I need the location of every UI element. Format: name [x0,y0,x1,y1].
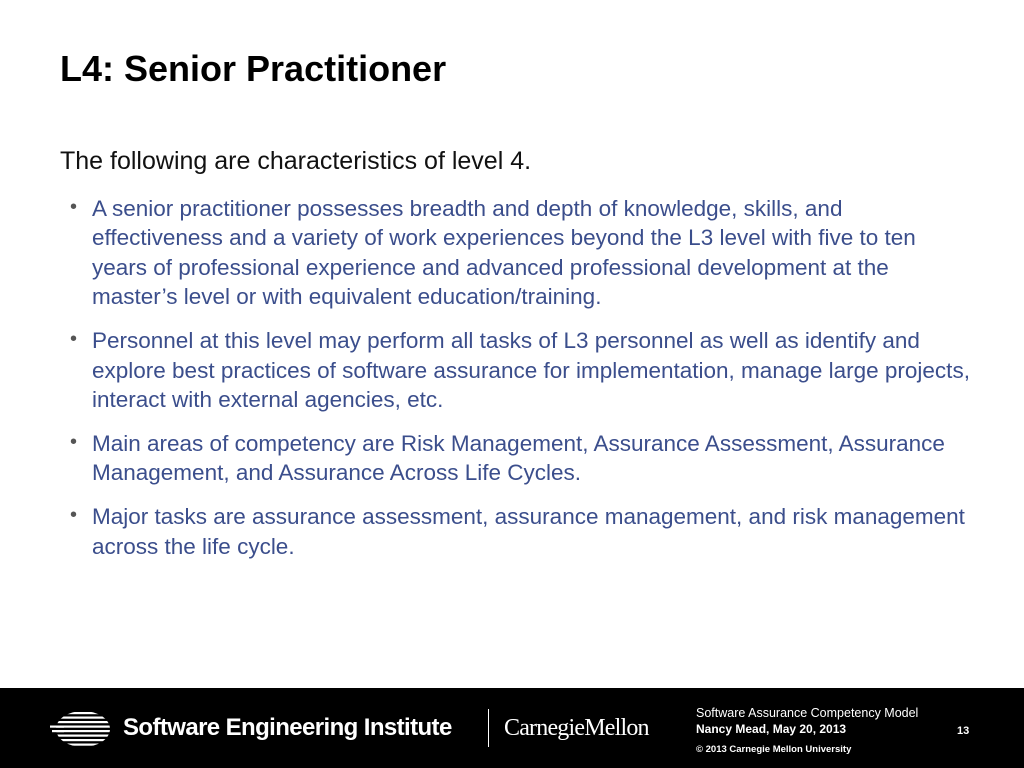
document-title: Software Assurance Competency Model [696,706,919,720]
bullet-dot: • [70,328,78,351]
slide-intro: The following are characteristics of level 4. [60,147,532,175]
sei-striped-globe-icon [50,710,112,748]
author-date: Nancy Mead, May 20, 2013 [696,722,847,736]
bullet-item [70,194,970,312]
footer-bar [0,688,1024,768]
bullet-text: Personnel at this level may perform all tasks of L3 personnel as well as identify and explore best practices of software assurance for implementation, manage large projects, interact with external agencies, etc. [92,328,970,412]
bullet-dot: • [70,430,78,453]
logo-divider [488,709,489,747]
bullet-item [70,502,970,561]
page-number: 13 [957,725,970,737]
cmu-wordmark: CarnegieMellon [504,715,649,741]
bullet-text: Major tasks are assurance assessment, assurance management, and risk management across the life cycle. [92,504,965,559]
bullet-dot: • [70,504,78,527]
bullet-text: A senior practitioner possesses breadth and depth of knowledge, skills, and effectiveness and a variety of work experiences beyond the L3 level with five to ten years of professional experience and advanced professional development at the master’s level or with equivalent education/training. [92,196,916,310]
bullet-item [70,429,970,488]
bullet-text: Main areas of competency are Risk Management, Assurance Assessment, Assurance Management, and Assurance Across Life Cycles. [92,430,945,486]
bullet-item [70,326,970,414]
footer-info [696,705,918,757]
sei-wordmark: Software Engineering Institute [123,714,452,741]
bullet-dot: • [70,196,78,218]
bullet-list [70,194,970,575]
copyright-notice: © 2013 Carnegie Mellon University [696,744,852,755]
slide-title: L4: Senior Practitioner [60,48,447,89]
